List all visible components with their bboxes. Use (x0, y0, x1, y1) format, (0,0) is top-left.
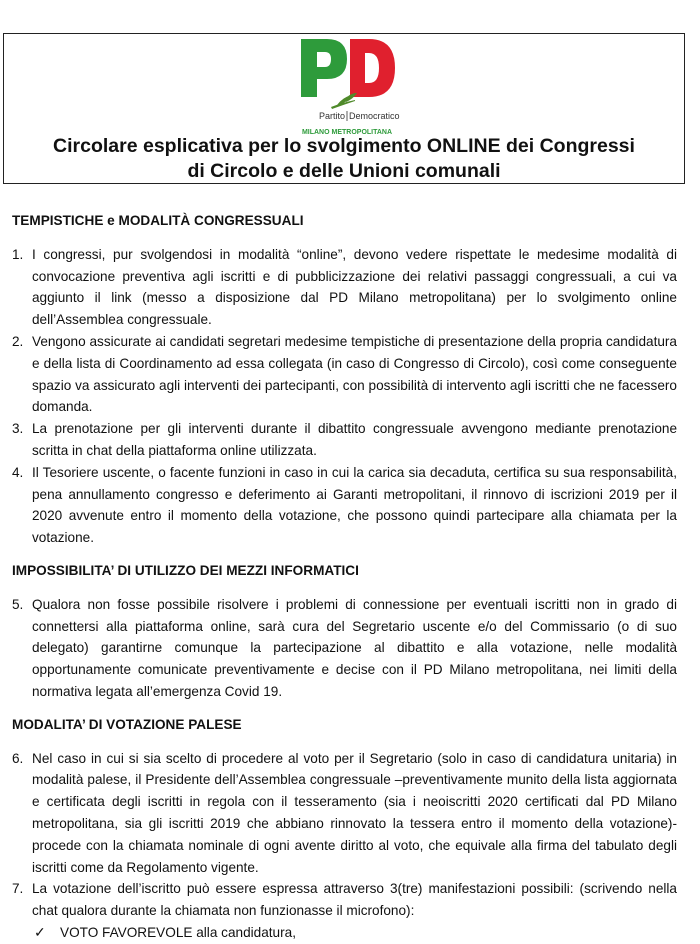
list-item (12, 594, 677, 703)
item-number: 7. (12, 881, 24, 897)
item-number: 6. (12, 750, 24, 766)
document-body (12, 210, 677, 944)
list-item (12, 418, 677, 462)
section-list-2 (12, 594, 677, 703)
logo-subtitle: MILANO METROPOLITANA (301, 129, 393, 136)
list-item (12, 331, 677, 418)
item-text: La prenotazione per gli interventi durante il dibattito congressuale avvengono mediante prenotazione scritta in chat della piattaforma online utilizzata. (32, 421, 677, 458)
item-number: 1. (12, 246, 24, 262)
section-list-3 (12, 748, 677, 922)
title-line-2: di Circolo e delle Unioni comunali (187, 160, 501, 182)
item-text: Nel caso in cui si sia scelto di procedere al voto per il Segretario (solo in caso di candidatura unitaria) in modalità palese, il Presidente dell’Assemblea congressuale –preventivamente munito della lista aggiornata e certificata degli iscritti in regola con il tesseramento (sia i neoiscritti 2020 certificati dal PD Milano metropolitana, sia gli iscritti 2019 che abbiano rinnovato la tessera entro il momento della votazione)- procede con la chiamata nominale di ogni avente diritto al voto, che equivale alla firma del tabulato degli iscritti come da Regolamento vigente. (32, 750, 677, 875)
item-text: La votazione dell’iscritto può essere espressa attraverso 3(tre) manifestazioni possibili: (scrivendo nella chat qualora durante la chiamata non funzionasse il microfono): (32, 881, 677, 919)
logo-letter-d (350, 39, 395, 97)
list-item (12, 462, 677, 549)
item-text: Vengono assicurate ai candidati segretari medesime tempistiche di presentazione della propria candidatura e della lista di Coordinamento ad essa collegata (in caso di Congresso di Circolo), così come conseguente spazio va assicurato agli interventi dei partecipanti, con possibilità di intervento agli iscritti che ne facessero domanda. (32, 333, 677, 415)
logo-letter-p (301, 39, 347, 97)
item-number: 2. (12, 333, 24, 349)
item-text: Qualora non fosse possibile risolvere i problemi di connessione per eventuali iscritti non in grado di connettersi alla piattaforma online, sarà cura del Segretario uscente e/o del Commissario (o di suo delegato) garantirne comunque la partecipazione al dibattito e alla votazione, nelle modalità opportunamente comunicate preventivamente e decise con il PD Milano metropolitana, nei limiti della normativa legata all’emergenza Covid 19. (32, 596, 677, 699)
pd-logo (297, 37, 401, 137)
sub-item-text: VOTO FAVOREVOLE alla candidatura, (60, 924, 296, 940)
item-text: I congressi, pur svolgendosi in modalità “online”, devono vedere rispettate le medesime modalità di convocazione preventiva agli iscritti e di pubblicizzazione dei relativi passaggi congressuali, a cui va aggiunto il link (messo a disposizione dal PD Milano metropolitana) per lo svolgimento online dell’Assemblea congressuale. (32, 246, 677, 328)
list-item (12, 748, 677, 879)
checkmark-icon: ✓ (34, 923, 46, 940)
section-heading-tempistiche: TEMPISTICHE e MODALITÀ CONGRESSUALI (12, 213, 304, 228)
item-text: Il Tesoriere uscente, o facente funzioni in caso in cui la carica sia decaduta, certifica su sua responsabilità, pena annullamento congresso e deferimento ai Garanti metropolitani, il rinnovo di iscrizioni 2019 per il 2020 avvenute entro il momento della votazione, che possono quindi partecipare alla chiamata per la votazione. (32, 464, 677, 546)
olive-branch-icon (331, 93, 357, 109)
section-heading-impossibilita: IMPOSSIBILITA’ DI UTILIZZO DEI MEZZI INFORMATICI (12, 562, 359, 578)
document-title (4, 134, 684, 184)
logo-party-name-left: Partito (318, 111, 345, 121)
item-number: 3. (12, 421, 24, 437)
item-number: 5. (12, 596, 24, 612)
title-line-1: Circolare esplicativa per lo svolgimento ONLINE dei Congressi (53, 135, 635, 157)
logo-party-name-right: Democratico (349, 111, 400, 121)
list-item (12, 244, 677, 331)
section-list-1 (12, 244, 677, 549)
document-header (3, 33, 685, 184)
item-number: 4. (12, 464, 24, 480)
sub-list-item (12, 922, 677, 944)
list-item (12, 878, 677, 922)
section-heading-votazione: MODALITA’ DI VOTAZIONE PALESE (12, 716, 242, 732)
